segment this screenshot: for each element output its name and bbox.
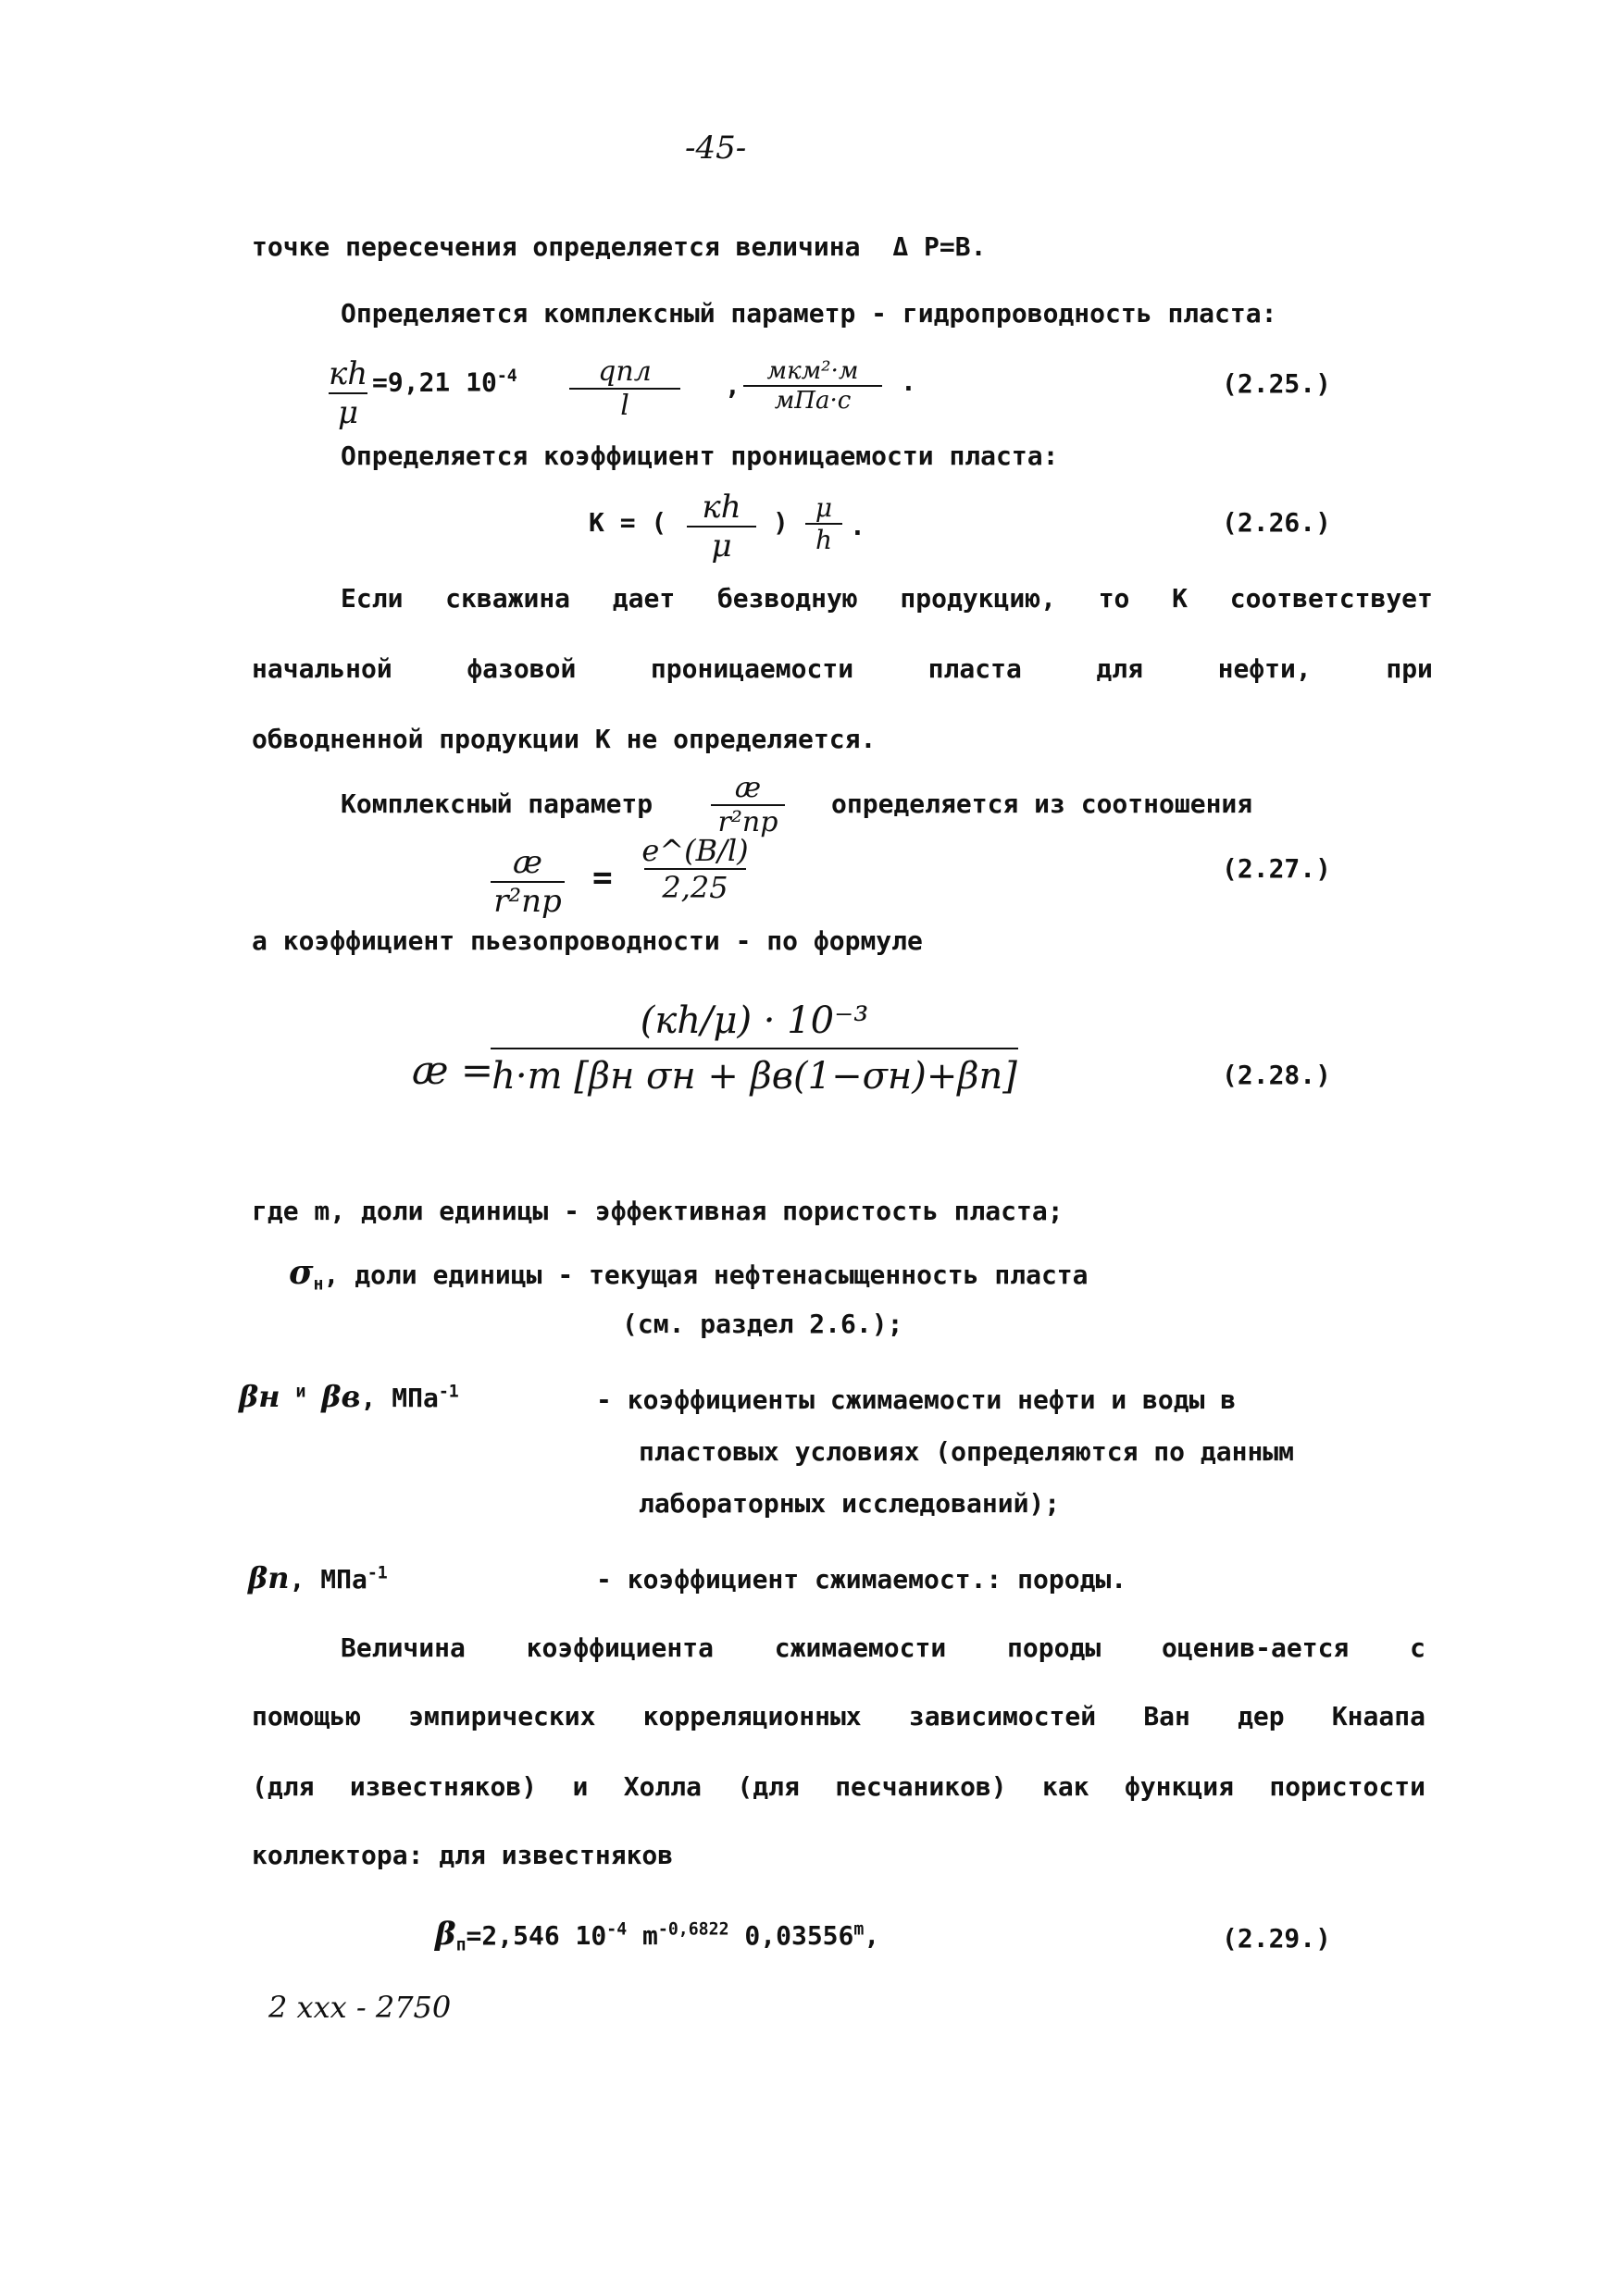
eq-number: (2.28.)	[1222, 1060, 1332, 1090]
eq-2-25-lhs	[329, 355, 367, 431]
paragraph-line: обводненной продукции К не определяется.	[252, 724, 877, 754]
word: (для	[737, 1771, 800, 1802]
eq-2-25-unit	[743, 357, 882, 415]
word: дер	[1238, 1701, 1285, 1731]
word: породы	[1007, 1632, 1101, 1663]
definition-beta-2: пластовых условиях (определяются по данным	[639, 1436, 1295, 1467]
word: К	[1172, 583, 1189, 614]
word: известняков)	[349, 1771, 538, 1802]
fraction-bar	[491, 1048, 1018, 1049]
text-span: точке пересечения определяется величина	[252, 231, 861, 262]
fraction-denominator: мПа·с	[774, 387, 852, 415]
fraction-denominator: h	[815, 525, 833, 555]
beta-n-symbol: βн	[239, 1379, 280, 1414]
word: (для	[252, 1771, 315, 1802]
paragraph-line	[341, 1632, 1425, 1663]
page-number: -45-	[685, 130, 747, 167]
subscript: п	[455, 1935, 467, 1955]
word: корреляционных	[642, 1701, 862, 1731]
text-line: определяется из соотношения	[831, 788, 1253, 819]
fraction-numerator: мкм²·м	[766, 357, 859, 385]
word: соответствует	[1229, 583, 1433, 614]
word: оценив-ается	[1162, 1632, 1350, 1663]
definition-betap: - коэффициент сжимаемост.: породы.	[596, 1564, 1127, 1595]
word: нефти,	[1217, 653, 1312, 684]
text-span: m	[642, 1920, 658, 1951]
word: проницаемости	[650, 653, 854, 684]
fraction-numerator: æ	[734, 772, 762, 804]
paragraph-line	[252, 1771, 1425, 1802]
text-span: , МПа	[360, 1383, 439, 1413]
text-span: и	[295, 1382, 306, 1402]
footer-code: 2 ххх - 2750	[268, 1990, 452, 2025]
word: и	[572, 1771, 589, 1802]
exponent: -4	[496, 366, 517, 386]
eq-number: (2.27.)	[1222, 853, 1332, 884]
fraction-numerator: qпл	[598, 355, 652, 388]
word: то	[1098, 583, 1130, 614]
paragraph-line	[252, 1701, 1425, 1731]
fraction-numerator: (кh/μ) · 10⁻³	[640, 999, 869, 1042]
eq-2-29	[435, 1916, 879, 1955]
beta-symbol: β	[435, 1916, 456, 1953]
eq-2-27-rhs	[641, 833, 749, 905]
eq-2-27-lhs	[491, 844, 565, 920]
word: с	[1410, 1632, 1425, 1663]
text-line: а коэффициент пьезопроводности - по формуле	[252, 925, 923, 956]
subscript: н	[313, 1274, 324, 1295]
word: при	[1386, 653, 1433, 684]
text-line: Комплексный параметр	[341, 788, 653, 819]
definition-sigma-ref: (см. раздел 2.6.);	[622, 1309, 903, 1339]
word: пласта	[927, 653, 1022, 684]
comma: ,	[725, 370, 741, 401]
eq-2-26-frac	[687, 489, 756, 565]
fraction-numerator: кh	[329, 355, 368, 392]
word: Кнаапа	[1331, 1701, 1425, 1731]
definition-m: где m, доли единицы - эффективная пористость пласта;	[252, 1196, 1064, 1226]
word: эмпирических	[408, 1701, 596, 1731]
eq-2-25-coef	[372, 366, 517, 397]
fraction-denominator: μ	[338, 394, 359, 431]
eq-number: (2.25.)	[1222, 368, 1332, 399]
word: сжимаемости	[774, 1632, 947, 1663]
fraction-numerator: e^(B/l)	[641, 833, 749, 868]
eq-number: (2.29.)	[1222, 1923, 1332, 1954]
beta-v-symbol: βв	[321, 1379, 361, 1414]
period: .	[850, 511, 865, 541]
text-line: Определяется коэффициент проницаемости пласта:	[341, 441, 1059, 471]
word: Величина	[341, 1632, 466, 1663]
word: помощью	[252, 1701, 362, 1731]
equals: =	[592, 859, 613, 897]
text-span: ,	[864, 1920, 880, 1951]
text-span: 0,03556	[744, 1920, 854, 1951]
definition-beta-3: лабораторных исследований);	[639, 1488, 1061, 1519]
eq-2-25-q	[569, 355, 680, 422]
word: песчаников)	[835, 1771, 1007, 1802]
word: функция	[1124, 1771, 1234, 1802]
definition-beta-1: - коэффициенты сжимаемости нефти и воды в	[596, 1384, 1237, 1415]
complex-param-fraction	[711, 772, 785, 838]
exponent: -4	[606, 1919, 628, 1940]
word: Ван	[1143, 1701, 1190, 1731]
word: дает	[612, 583, 676, 614]
paragraph-line: коллектора: для известняков	[252, 1840, 674, 1870]
exponent: -1	[367, 1563, 388, 1583]
eq-number: (2.26.)	[1222, 507, 1332, 538]
eq-2-28-fraction	[491, 999, 1018, 1098]
beta-p-symbol: βп	[248, 1560, 290, 1595]
word: Если	[341, 583, 404, 614]
paragraph-line	[341, 583, 1433, 614]
fraction-denominator: h·m [βн σн + βв(1−σн)+βп]	[492, 1055, 1017, 1098]
fraction-denominator: l	[620, 390, 629, 422]
eq-2-28-lhs: æ =	[412, 1048, 494, 1093]
word: скважина	[445, 583, 571, 614]
sigma-symbol: σ	[289, 1253, 314, 1292]
fraction-denominator: μ	[711, 527, 732, 565]
eq-2-26-r	[805, 492, 842, 555]
text-span: =2,546 10	[466, 1920, 607, 1951]
eq-2-26-close: )	[773, 507, 789, 538]
exponent: -1	[438, 1382, 459, 1402]
word: продукцию,	[900, 583, 1056, 614]
fraction-denominator: r²пр	[717, 806, 778, 838]
text-line: Определяется комплексный параметр - гидропроводность пласта:	[341, 298, 1277, 329]
exponent: m	[853, 1919, 865, 1940]
word: зависимостей	[908, 1701, 1097, 1731]
text-span: , доли единицы - текущая нефтенасыщенность пласта	[323, 1260, 1089, 1290]
word: как	[1042, 1771, 1089, 1802]
fraction-numerator: æ	[513, 844, 542, 881]
word: пористости	[1269, 1771, 1425, 1802]
fraction-denominator: 2,25	[662, 870, 728, 905]
eq-2-26-k: К = (	[589, 507, 667, 538]
period: .	[901, 366, 916, 397]
text-span: Δ P=B.	[892, 231, 987, 262]
text-span: , МПа	[289, 1564, 367, 1595]
text-span: =9,21 10	[372, 366, 497, 398]
word: коэффициента	[526, 1632, 714, 1663]
word: для	[1096, 653, 1143, 684]
fraction-denominator: r²пр	[493, 883, 562, 920]
definition-beta-symbols	[239, 1379, 459, 1414]
fraction-numerator: μ	[815, 492, 833, 523]
word: фазовой	[467, 653, 577, 684]
definition-betap-symbol	[248, 1560, 388, 1595]
exponent: -0,6822	[657, 1919, 729, 1940]
word: начальной	[252, 653, 392, 684]
word: безводную	[716, 583, 858, 614]
text-line	[252, 231, 986, 262]
definition-sigma	[289, 1253, 1089, 1295]
paragraph-line	[252, 653, 1433, 684]
fraction-numerator: кh	[702, 489, 741, 526]
word: Холла	[623, 1771, 703, 1802]
